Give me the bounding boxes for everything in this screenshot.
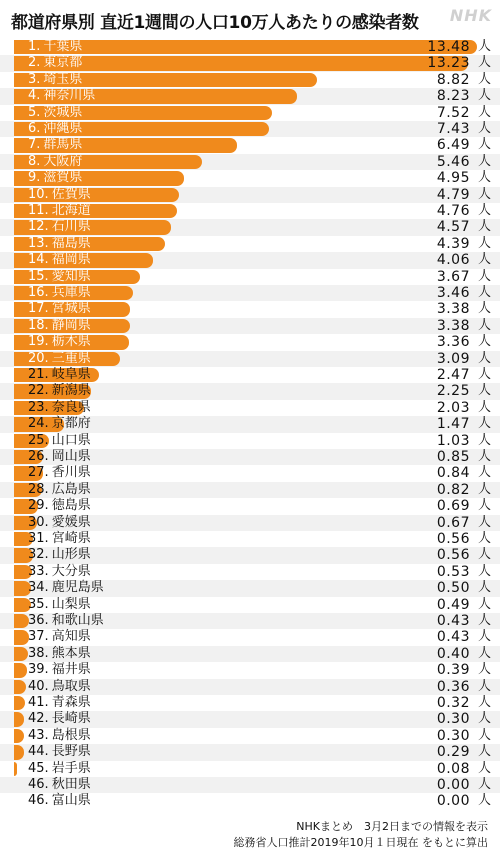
prefecture-label: 山梨県 — [51, 596, 91, 612]
rank-label: 36. — [28, 613, 49, 628]
rank-label: 16. — [28, 285, 49, 300]
unit-label: 人 — [477, 203, 491, 218]
data-label: 0.43 — [436, 629, 470, 646]
data-label: 2.25 — [436, 383, 470, 400]
data-label: 1.03 — [436, 432, 470, 449]
category-label — [28, 531, 91, 547]
data-label: 0.30 — [436, 711, 470, 728]
prefecture-label: 福岡県 — [51, 252, 91, 268]
chart-row — [0, 564, 500, 580]
rank-label: 37. — [28, 629, 49, 645]
category-label — [28, 55, 82, 71]
data-label: 0.00 — [436, 777, 470, 793]
unit-label: 人 — [477, 744, 491, 760]
data-label: 7.43 — [436, 121, 470, 137]
rank-label: 39. — [28, 662, 49, 678]
prefecture-label: 静岡県 — [51, 317, 91, 333]
rank-label: 19. — [28, 334, 49, 350]
prefecture-label: 兵庫県 — [51, 285, 91, 300]
data-label: 4.39 — [436, 235, 470, 252]
prefecture-label: 埼玉県 — [43, 71, 83, 87]
chart-row — [0, 629, 500, 645]
data-label: 0.36 — [436, 678, 470, 695]
chart-row — [0, 252, 500, 268]
prefecture-label: 鹿児島県 — [51, 580, 104, 596]
rank-label: 7. — [28, 137, 41, 153]
chart-row — [0, 400, 500, 416]
data-label: 2.03 — [436, 399, 470, 416]
rank-label: 46. — [28, 793, 49, 809]
prefecture-label: 栃木県 — [51, 334, 91, 350]
chart-row — [0, 465, 500, 481]
chart-row — [0, 236, 500, 252]
unit-label: 人 — [477, 235, 491, 251]
chart-row — [0, 170, 500, 186]
rank-label: 42. — [28, 711, 49, 727]
unit-label: 人 — [477, 55, 491, 71]
data-label: 0.56 — [436, 547, 470, 564]
category-label — [28, 154, 82, 170]
chart-row — [0, 580, 500, 596]
unit-label: 人 — [477, 793, 491, 809]
unit-label: 人 — [477, 367, 491, 382]
data-label: 0.82 — [436, 481, 470, 498]
rank-label: 45. — [28, 760, 49, 776]
data-label: 0.40 — [436, 645, 470, 662]
rank-label: 3. — [28, 71, 41, 87]
category-label — [28, 498, 91, 514]
prefecture-label: 三重県 — [51, 350, 91, 366]
data-label: 0.56 — [436, 531, 470, 547]
prefecture-label: 和歌山県 — [51, 613, 104, 628]
data-label: 0.85 — [436, 449, 470, 465]
data-label: 3.38 — [436, 301, 470, 318]
prefecture-label: 山形県 — [51, 547, 91, 563]
prefecture-label: 宮城県 — [51, 301, 91, 317]
chart-title: 都道府県別 直近1週間の人口10万人あたりの感染者数 — [11, 13, 419, 33]
unit-label: 人 — [477, 580, 491, 596]
unit-label: 人 — [477, 514, 491, 530]
unit-label: 人 — [477, 432, 491, 448]
rank-label: 30. — [28, 514, 49, 530]
chart-row — [0, 88, 500, 104]
prefecture-label: 山口県 — [51, 432, 91, 448]
rank-label: 1. — [28, 39, 41, 54]
data-label: 0.32 — [436, 695, 470, 711]
rank-label: 25. — [28, 432, 49, 448]
category-label — [28, 629, 91, 645]
category-label — [28, 711, 91, 727]
unit-label: 人 — [477, 416, 491, 432]
rank-label: 13. — [28, 235, 49, 251]
chart-row — [0, 646, 500, 662]
data-label: 3.46 — [436, 285, 470, 301]
prefecture-label: 京都府 — [51, 416, 91, 432]
calculation-note: 総務省人口推計2019年10月１日現在 をもとに算出 — [233, 836, 488, 849]
chart-row — [0, 383, 500, 399]
data-label: 4.95 — [436, 170, 470, 187]
chart-row — [0, 351, 500, 367]
data-label: 0.43 — [436, 613, 470, 629]
data-label: 0.53 — [436, 563, 470, 580]
chart-row — [0, 203, 500, 219]
prefecture-label: 長野県 — [51, 744, 91, 760]
data-label: 3.67 — [436, 268, 470, 285]
unit-label: 人 — [477, 777, 491, 792]
category-label — [28, 252, 91, 268]
chart-row — [0, 777, 500, 793]
category-label — [28, 383, 91, 399]
chart-row — [0, 72, 500, 88]
prefecture-label: 青森県 — [51, 695, 91, 710]
data-label: 0.29 — [436, 744, 470, 761]
rank-label: 4. — [28, 88, 41, 104]
rank-label: 9. — [28, 170, 41, 186]
category-label — [28, 187, 91, 203]
data-label: 8.82 — [436, 71, 470, 88]
category-label — [28, 367, 91, 383]
prefecture-label: 沖縄県 — [43, 121, 83, 136]
rank-label: 34. — [28, 580, 49, 596]
unit-label: 人 — [477, 449, 491, 464]
bar — [14, 647, 28, 661]
bar — [14, 696, 25, 710]
data-label: 4.57 — [436, 219, 470, 236]
category-label — [28, 597, 91, 613]
rank-label: 12. — [28, 219, 49, 235]
chart-row — [0, 695, 500, 711]
unit-label: 人 — [477, 137, 491, 153]
unit-label: 人 — [477, 465, 491, 481]
unit-label: 人 — [477, 547, 491, 563]
rank-label: 33. — [28, 563, 49, 579]
data-label: 4.79 — [436, 186, 470, 203]
prefecture-label: 広島県 — [51, 481, 91, 497]
unit-label: 人 — [477, 170, 491, 186]
category-label — [28, 121, 82, 137]
chart-row — [0, 744, 500, 760]
data-label: 6.49 — [436, 137, 470, 154]
rank-label: 31. — [28, 531, 49, 546]
chart-row — [0, 269, 500, 285]
unit-label: 人 — [477, 219, 491, 235]
rank-label: 20. — [28, 350, 49, 366]
data-label: 0.84 — [436, 465, 470, 482]
rank-label: 5. — [28, 104, 41, 120]
chart-row — [0, 728, 500, 744]
unit-label: 人 — [477, 317, 491, 333]
prefecture-label: 石川県 — [51, 219, 91, 235]
chart-row — [0, 301, 500, 317]
chart-row — [0, 55, 500, 71]
prefecture-label: 岡山県 — [51, 449, 91, 464]
unit-label: 人 — [477, 481, 491, 497]
category-label — [28, 351, 91, 367]
chart-row — [0, 121, 500, 137]
prefecture-label: 秋田県 — [51, 777, 91, 792]
category-label — [28, 105, 82, 121]
category-label — [28, 433, 91, 449]
data-label: 3.36 — [436, 334, 470, 351]
prefecture-label: 東京都 — [43, 55, 83, 71]
category-label — [28, 219, 91, 235]
bar — [14, 680, 26, 694]
chart-row — [0, 679, 500, 695]
rank-label: 6. — [28, 121, 41, 136]
category-label — [28, 416, 91, 432]
unit-label: 人 — [477, 596, 491, 612]
data-label: 0.00 — [436, 793, 470, 810]
chart-row — [0, 367, 500, 383]
chart-row — [0, 137, 500, 153]
rank-label: 44. — [28, 744, 49, 760]
prefecture-label: 徳島県 — [51, 498, 91, 514]
chart-row — [0, 318, 500, 334]
prefecture-label: 大分県 — [51, 563, 91, 579]
unit-label: 人 — [477, 498, 491, 514]
category-label — [28, 695, 91, 711]
category-label — [28, 285, 91, 301]
category-label — [28, 547, 91, 563]
chart-row — [0, 761, 500, 777]
rank-label: 35. — [28, 596, 49, 612]
category-label — [28, 269, 91, 285]
rank-label: 26. — [28, 449, 49, 464]
rank-label: 24. — [28, 416, 49, 432]
chart-row — [0, 662, 500, 678]
unit-label: 人 — [477, 695, 491, 710]
prefecture-label: 岩手県 — [51, 760, 91, 776]
chart-row — [0, 613, 500, 629]
prefecture-label: 奈良県 — [51, 399, 91, 415]
category-label — [28, 515, 91, 531]
rank-label: 32. — [28, 547, 49, 563]
rank-label: 29. — [28, 498, 49, 514]
chart-row — [0, 285, 500, 301]
data-label: 4.76 — [436, 203, 470, 219]
unit-label: 人 — [477, 71, 491, 87]
data-label: 0.50 — [436, 580, 470, 597]
unit-label: 人 — [477, 39, 491, 54]
prefecture-label: 島根県 — [51, 727, 91, 743]
unit-label: 人 — [477, 399, 491, 415]
chart-row — [0, 105, 500, 121]
unit-label: 人 — [477, 301, 491, 317]
prefecture-label: 鳥取県 — [51, 678, 91, 694]
chart-row — [0, 597, 500, 613]
data-label: 0.39 — [436, 662, 470, 679]
prefecture-label: 神奈川県 — [43, 88, 96, 104]
category-label — [28, 236, 91, 252]
unit-label: 人 — [477, 727, 491, 743]
unit-label: 人 — [477, 334, 491, 350]
category-label — [28, 334, 91, 350]
rank-label: 27. — [28, 465, 49, 481]
data-label: 4.06 — [436, 252, 470, 269]
prefecture-label: 岐阜県 — [51, 367, 91, 382]
prefecture-label: 香川県 — [51, 465, 91, 481]
rank-label: 17. — [28, 301, 49, 317]
chart-row — [0, 711, 500, 727]
chart-row — [0, 334, 500, 350]
rank-label: 40. — [28, 678, 49, 694]
chart-row — [0, 498, 500, 514]
nhk-logo: NHK — [449, 6, 492, 25]
rank-label: 2. — [28, 55, 41, 71]
rank-label: 8. — [28, 153, 41, 169]
rank-label: 11. — [28, 203, 49, 218]
prefecture-label: 愛媛県 — [51, 514, 91, 530]
chart-row — [0, 793, 500, 809]
chart-row — [0, 416, 500, 432]
prefecture-label: 大阪府 — [43, 153, 83, 169]
data-label: 5.46 — [436, 153, 470, 170]
unit-label: 人 — [477, 678, 491, 694]
unit-label: 人 — [477, 285, 491, 300]
unit-label: 人 — [477, 350, 491, 366]
category-label — [28, 679, 91, 695]
category-label — [28, 318, 91, 334]
prefecture-label: 宮崎県 — [51, 531, 91, 546]
data-label: 0.67 — [436, 514, 470, 531]
data-label: 3.09 — [436, 350, 470, 367]
prefecture-label: 千葉県 — [43, 39, 83, 54]
chart-row — [0, 547, 500, 563]
data-label: 0.08 — [436, 760, 470, 777]
rank-label: 21. — [28, 367, 49, 382]
category-label — [28, 465, 91, 481]
category-label — [28, 137, 82, 153]
prefecture-label: 福井県 — [51, 662, 91, 678]
category-label — [28, 72, 82, 88]
category-label — [28, 793, 91, 809]
prefecture-label: 佐賀県 — [51, 186, 91, 202]
unit-label: 人 — [477, 88, 491, 104]
unit-label: 人 — [477, 252, 491, 268]
bar — [14, 663, 27, 677]
data-label: 0.49 — [436, 596, 470, 613]
unit-label: 人 — [477, 121, 491, 136]
rank-label: 10. — [28, 186, 49, 202]
bar — [14, 712, 24, 726]
category-label — [28, 777, 91, 793]
chart-row — [0, 154, 500, 170]
chart-row — [0, 449, 500, 465]
rank-label: 22. — [28, 383, 49, 399]
unit-label: 人 — [477, 760, 491, 776]
prefecture-label: 愛知県 — [51, 268, 91, 284]
chart-row — [0, 482, 500, 498]
bar — [14, 630, 29, 644]
source-note: NHKまとめ 3月2日までの情報を表示 — [296, 820, 488, 833]
data-label: 0.69 — [436, 498, 470, 515]
unit-label: 人 — [477, 563, 491, 579]
rank-label: 15. — [28, 268, 49, 284]
data-label: 3.38 — [436, 317, 470, 334]
category-label — [28, 613, 104, 629]
category-label — [28, 88, 95, 104]
data-label: 7.52 — [436, 104, 470, 121]
category-label — [28, 580, 104, 596]
category-label — [28, 761, 91, 777]
category-label — [28, 662, 91, 678]
category-label — [28, 744, 91, 760]
bar — [14, 40, 477, 54]
data-label: 13.48 — [427, 39, 470, 55]
data-label: 1.47 — [436, 416, 470, 433]
data-label: 13.23 — [427, 55, 470, 72]
rank-label: 38. — [28, 645, 49, 661]
chart-row — [0, 39, 500, 55]
prefecture-label: 茨城県 — [43, 104, 83, 120]
category-label — [28, 170, 82, 186]
unit-label: 人 — [477, 662, 491, 678]
data-label: 8.23 — [436, 88, 470, 105]
chart-row — [0, 433, 500, 449]
unit-label: 人 — [477, 711, 491, 727]
rank-label: 46. — [28, 777, 49, 792]
bar — [14, 745, 24, 759]
prefecture-label: 北海道 — [51, 203, 91, 218]
chart-row — [0, 187, 500, 203]
category-label — [28, 39, 82, 55]
unit-label: 人 — [477, 104, 491, 120]
category-label — [28, 449, 91, 465]
category-label — [28, 203, 91, 219]
category-label — [28, 646, 91, 662]
prefecture-label: 新潟県 — [51, 383, 91, 399]
unit-label: 人 — [477, 268, 491, 284]
chart-row — [0, 531, 500, 547]
rank-label: 14. — [28, 252, 49, 268]
prefecture-label: 福島県 — [51, 235, 91, 251]
prefecture-label: 熊本県 — [51, 645, 91, 661]
category-label — [28, 564, 91, 580]
unit-label: 人 — [477, 613, 491, 628]
prefecture-label: 高知県 — [51, 629, 91, 645]
category-label — [28, 301, 91, 317]
category-label — [28, 482, 91, 498]
prefecture-label: 群馬県 — [43, 137, 83, 153]
data-label: 0.30 — [436, 727, 470, 744]
rank-label: 23. — [28, 399, 49, 415]
rank-label: 28. — [28, 481, 49, 497]
prefecture-label: 長崎県 — [51, 711, 91, 727]
rank-label: 18. — [28, 317, 49, 333]
bar — [14, 762, 17, 776]
category-label — [28, 400, 91, 416]
prefecture-label: 滋賀県 — [43, 170, 83, 186]
data-label: 2.47 — [436, 367, 470, 383]
chart-row — [0, 219, 500, 235]
rank-label: 41. — [28, 695, 49, 710]
chart-row — [0, 515, 500, 531]
unit-label: 人 — [477, 153, 491, 169]
rank-label: 43. — [28, 727, 49, 743]
unit-label: 人 — [477, 645, 491, 661]
bar — [14, 614, 29, 628]
unit-label: 人 — [477, 531, 491, 546]
category-label — [28, 728, 91, 744]
unit-label: 人 — [477, 629, 491, 645]
unit-label: 人 — [477, 186, 491, 202]
prefecture-label: 富山県 — [51, 793, 91, 809]
unit-label: 人 — [477, 383, 491, 399]
bar — [14, 729, 24, 743]
